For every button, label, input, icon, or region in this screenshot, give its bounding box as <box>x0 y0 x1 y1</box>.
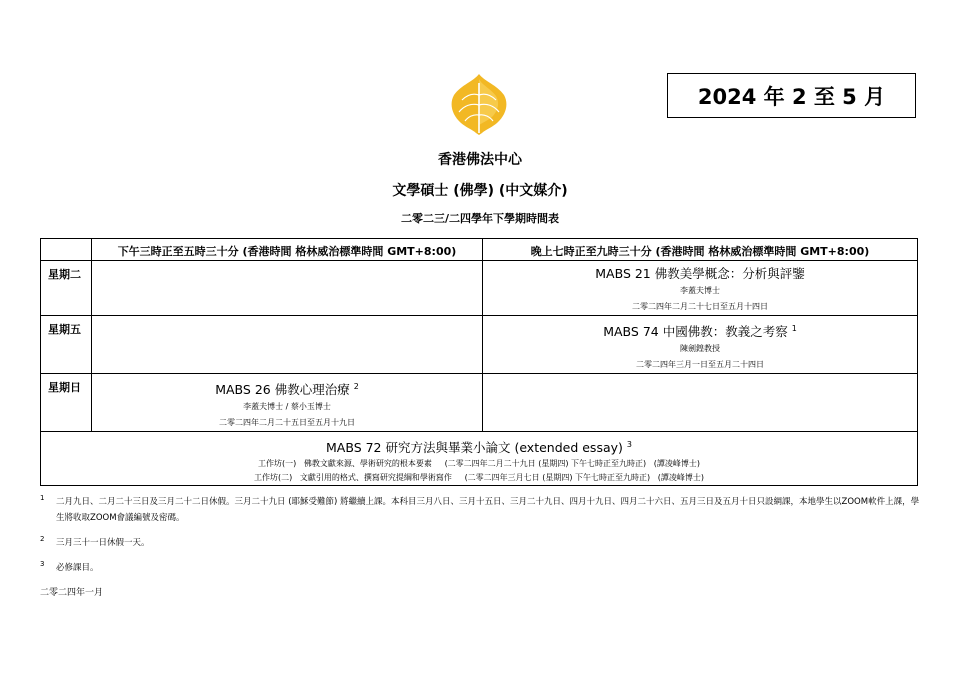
footnote-number: 1 <box>40 494 45 502</box>
footnote-text: 二月九日、二月二十三日及三月二十二日休假。三月二十九日 (耶穌受難節) 將繼續上課。本科目三月八日、三月十五日、三月二十九日、四月十九日、四月二十六日、五月三日及五月十日只設網課，本地學生以ZOOM軟件上課，學生將收取ZOOM會議編號及密碼。 <box>56 497 920 523</box>
course-cell <box>483 261 918 316</box>
footnote-ref: 3 <box>626 440 632 450</box>
thesis-title: MABS 72 研究方法與畢業小論文 (extended essay) <box>326 440 623 456</box>
footnote-ref: 2 <box>353 382 359 392</box>
course-period: 二零二四年二月二十五日至五月十九日 <box>219 418 355 428</box>
course-cell <box>483 316 918 374</box>
teacher-name: 李蓋夫博士 / 蔡小玉博士 <box>243 402 331 412</box>
schedule-title: 二零二三/二四學年下學期時間表 <box>400 212 560 225</box>
footnote <box>40 535 920 551</box>
day-label: 星期五 <box>41 316 92 374</box>
course-title: MABS 74 中國佛教：教義之考察 <box>603 324 788 340</box>
teacher-name: 李蓋夫博士 <box>680 286 720 295</box>
footnote-number: 3 <box>40 560 45 568</box>
footnote-text: 必修課目。 <box>56 563 99 573</box>
course-period: 二零二四年三月一日至五月二十四日 <box>636 360 764 370</box>
table-row-thesis <box>41 432 918 486</box>
footnote-ref: 1 <box>791 324 797 333</box>
workshop-time: (二零二四年二月二十九日 (星期四) 下午七時正至九時正) <box>444 459 647 469</box>
workshop-line <box>41 457 917 471</box>
workshop-name: 工作坊(二) <box>253 473 293 483</box>
workshop-time: (二零二四年三月七日 (星期四) 下午七時正至九時正) <box>464 473 651 483</box>
table-row <box>41 316 918 374</box>
course-title: MABS 26 佛教心理治療 <box>215 382 350 398</box>
course-title-line <box>483 320 917 341</box>
closing-date: 二零二四年一月 <box>40 588 104 598</box>
col-afternoon-header: 下午三時正至五時三十分 (香港時間 格林威治標準時間 GMT+8:00) <box>92 239 483 261</box>
corner-cell <box>41 239 92 261</box>
empty-cell <box>92 316 483 374</box>
footnote-text: 三月三十一日休假一天。 <box>56 538 150 548</box>
course-title: MABS 21 佛教美學概念：分析與評鑒 <box>595 266 805 281</box>
day-label: 星期日 <box>41 374 92 432</box>
workshop-name: 工作坊(一) <box>257 459 297 469</box>
footnote-number: 2 <box>40 535 45 543</box>
table-row <box>41 374 918 432</box>
workshop-line <box>41 471 917 485</box>
table-header-row <box>41 239 918 261</box>
workshop-tutor: (譚凌峰博士) <box>657 473 705 483</box>
course-cell <box>92 374 483 432</box>
thesis-cell <box>41 432 918 486</box>
col-evening-header: 晚上七時正至九時三十分 (香港時間 格林威治標準時間 GMT+8:00) <box>483 239 918 261</box>
date-range-box: 2024 年 2 至 5 月 <box>667 73 916 118</box>
empty-cell <box>483 374 918 432</box>
program-title: 文學碩士 (佛學) (中文媒介) <box>392 183 568 199</box>
workshop-tutor: (譚凌峰博士) <box>653 459 701 469</box>
thesis-title-line <box>41 436 917 457</box>
timetable <box>40 238 918 486</box>
day-label: 星期二 <box>41 261 92 316</box>
teacher-name: 陳劍鍠教授 <box>680 344 720 354</box>
footnotes <box>40 494 920 585</box>
footnote <box>40 494 920 526</box>
workshop-topic: 佛教文獻來源、學術研究的根本要素 <box>303 459 432 469</box>
empty-cell <box>92 261 483 316</box>
course-title-line <box>92 378 482 399</box>
course-period: 二零二四年二月二十七日至五月十四日 <box>632 302 768 311</box>
table-row <box>41 261 918 316</box>
org-name: 香港佛法中心 <box>438 152 522 168</box>
workshop-topic: 文獻引用的格式、撰寫研究提綱和學術寫作 <box>299 473 452 483</box>
bodhi-leaf-icon <box>449 73 509 135</box>
footnote <box>40 560 920 576</box>
